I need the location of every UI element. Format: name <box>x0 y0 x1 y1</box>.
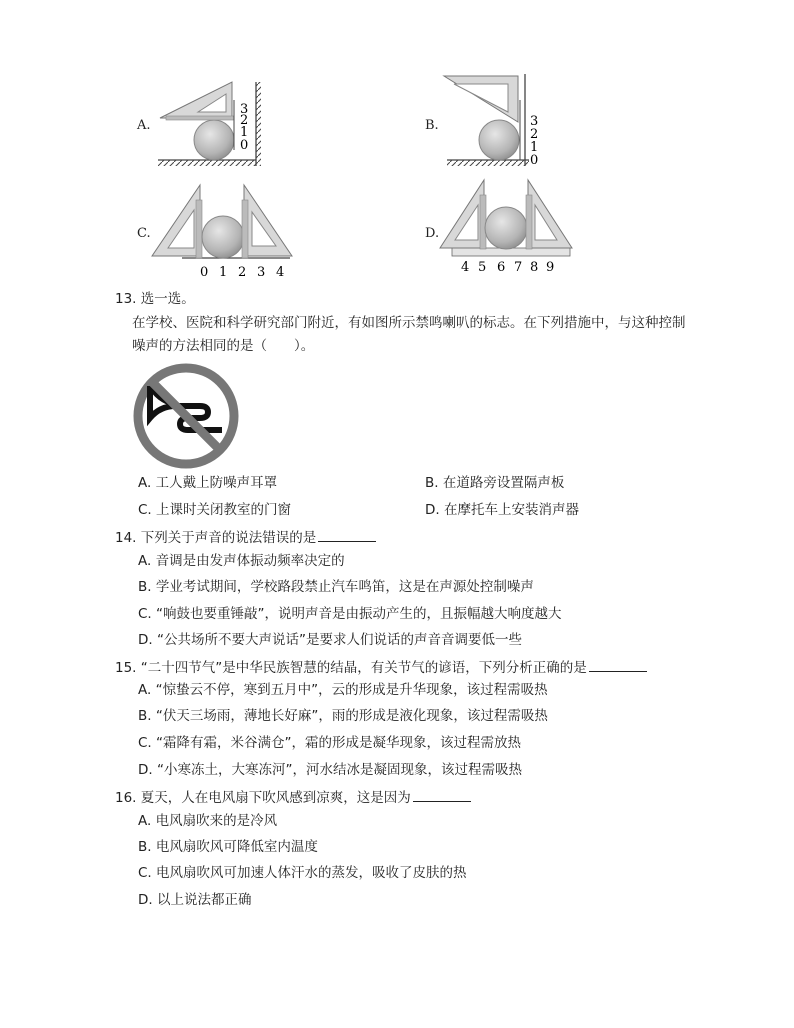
scale-tick-label: 4 <box>461 260 470 275</box>
scale-tick-label: 4 <box>276 265 285 280</box>
scale-tick-label: 3 <box>530 114 539 129</box>
figure-a-scale <box>240 102 248 153</box>
q15-option-b[interactable]: B. “伏天三场雨，薄地长好麻”，雨的形成是液化现象，该过程需吸热 <box>138 708 548 724</box>
scale-tick-label: 7 <box>514 260 523 275</box>
q14-option-a[interactable]: A. 音调是由发声体振动频率决定的 <box>138 553 345 569</box>
q16-stem <box>115 787 471 808</box>
option-c-label: C. <box>137 226 151 241</box>
option-b-label: B. <box>425 118 439 133</box>
scale-tick-label: 2 <box>530 127 539 142</box>
q13-option-c[interactable]: C. 上课时关闭教室的门窗 <box>138 502 292 518</box>
scale-tick-label: 2 <box>238 265 247 280</box>
scale-tick-label: 1 <box>219 265 228 280</box>
q14-option-b[interactable]: B. 学业考试期间，学校路段禁止汽车鸣笛，这是在声源处控制噪声 <box>138 579 534 595</box>
option-a-label: A. <box>137 118 151 133</box>
figure-d-scale <box>461 260 554 275</box>
q14-option-c[interactable]: C. “响鼓也要重锤敲”，说明声音是由振动产生的，且振幅越大响度越大 <box>138 606 562 622</box>
q16-option-c[interactable]: C. 电风扇吹风可加速人体汗水的蒸发，吸收了皮肤的热 <box>138 865 467 881</box>
scale-tick-label: 2 <box>240 113 249 128</box>
option-d-label: D. <box>425 226 440 241</box>
answer-blank[interactable] <box>413 787 471 802</box>
q13-line2: 噪声的方法相同的是（ ）。 <box>132 338 315 354</box>
scale-tick-label: 1 <box>530 140 539 155</box>
q16-option-b[interactable]: B. 电风扇吹风可降低室内温度 <box>138 839 318 855</box>
scale-tick-label: 0 <box>240 138 249 153</box>
q14-stem <box>115 527 376 548</box>
q13-stem: 13. 选一选。 <box>115 291 195 307</box>
q15-stem <box>115 657 647 678</box>
q15-option-c[interactable]: C. “霜降有霜，米谷满仓”，霜的形成是凝华现象，该过程需放热 <box>138 735 521 751</box>
figure-d <box>440 180 572 256</box>
q16-stem-text: 16. 夏天，人在电风扇下吹风感到凉爽，这是因为 <box>115 790 411 806</box>
q13-option-a[interactable]: A. 工人戴上防噪声耳罩 <box>138 475 278 491</box>
figure-c <box>152 185 292 258</box>
q14-stem-text: 14. 下列关于声音的说法错误的是 <box>115 530 317 546</box>
figure-b-scale <box>530 114 538 168</box>
q16-option-d[interactable]: D. 以上说法都正确 <box>138 892 252 908</box>
q13-line1: 在学校、医院和科学研究部门附近，有如图所示禁鸣喇叭的标志。在下列措施中，与这种控制 <box>132 315 686 331</box>
q15-option-d[interactable]: D. “小寒冻土，大寒冻河”，河水结冰是凝固现象，该过程需吸热 <box>138 762 522 778</box>
scale-tick-label: 0 <box>200 265 209 280</box>
answer-blank[interactable] <box>318 527 376 542</box>
no-horn-sign-icon <box>130 360 242 472</box>
q13-option-d[interactable]: D. 在摩托车上安装消声器 <box>425 502 579 518</box>
q13-option-b[interactable]: B. 在道路旁设置隔声板 <box>425 475 565 491</box>
q15-stem-text: 15. “二十四节气”是中华民族智慧的结晶，有关节气的谚语，下列分析正确的是 <box>115 660 587 676</box>
answer-blank[interactable] <box>589 657 647 672</box>
scale-tick-label: 1 <box>240 125 249 140</box>
q15-option-a[interactable]: A. “惊蛰云不停，寒到五月中”，云的形成是升华现象，该过程需吸热 <box>138 682 548 698</box>
scale-tick-label: 3 <box>240 102 249 117</box>
scale-tick-label: 8 <box>530 260 539 275</box>
scale-tick-label: 5 <box>478 260 487 275</box>
scale-tick-label: 6 <box>497 260 506 275</box>
q14-option-d[interactable]: D. “公共场所不要大声说话”是要求人们说话的声音音调要低一些 <box>138 632 522 648</box>
q16-option-a[interactable]: A. 电风扇吹来的是冷风 <box>138 813 278 829</box>
figure-c-scale <box>200 265 284 280</box>
scale-tick-label: 9 <box>546 260 555 275</box>
scale-tick-label: 3 <box>257 265 266 280</box>
scale-tick-label: 0 <box>530 153 539 168</box>
figure-b <box>444 74 529 166</box>
measurement-figures <box>0 0 794 290</box>
